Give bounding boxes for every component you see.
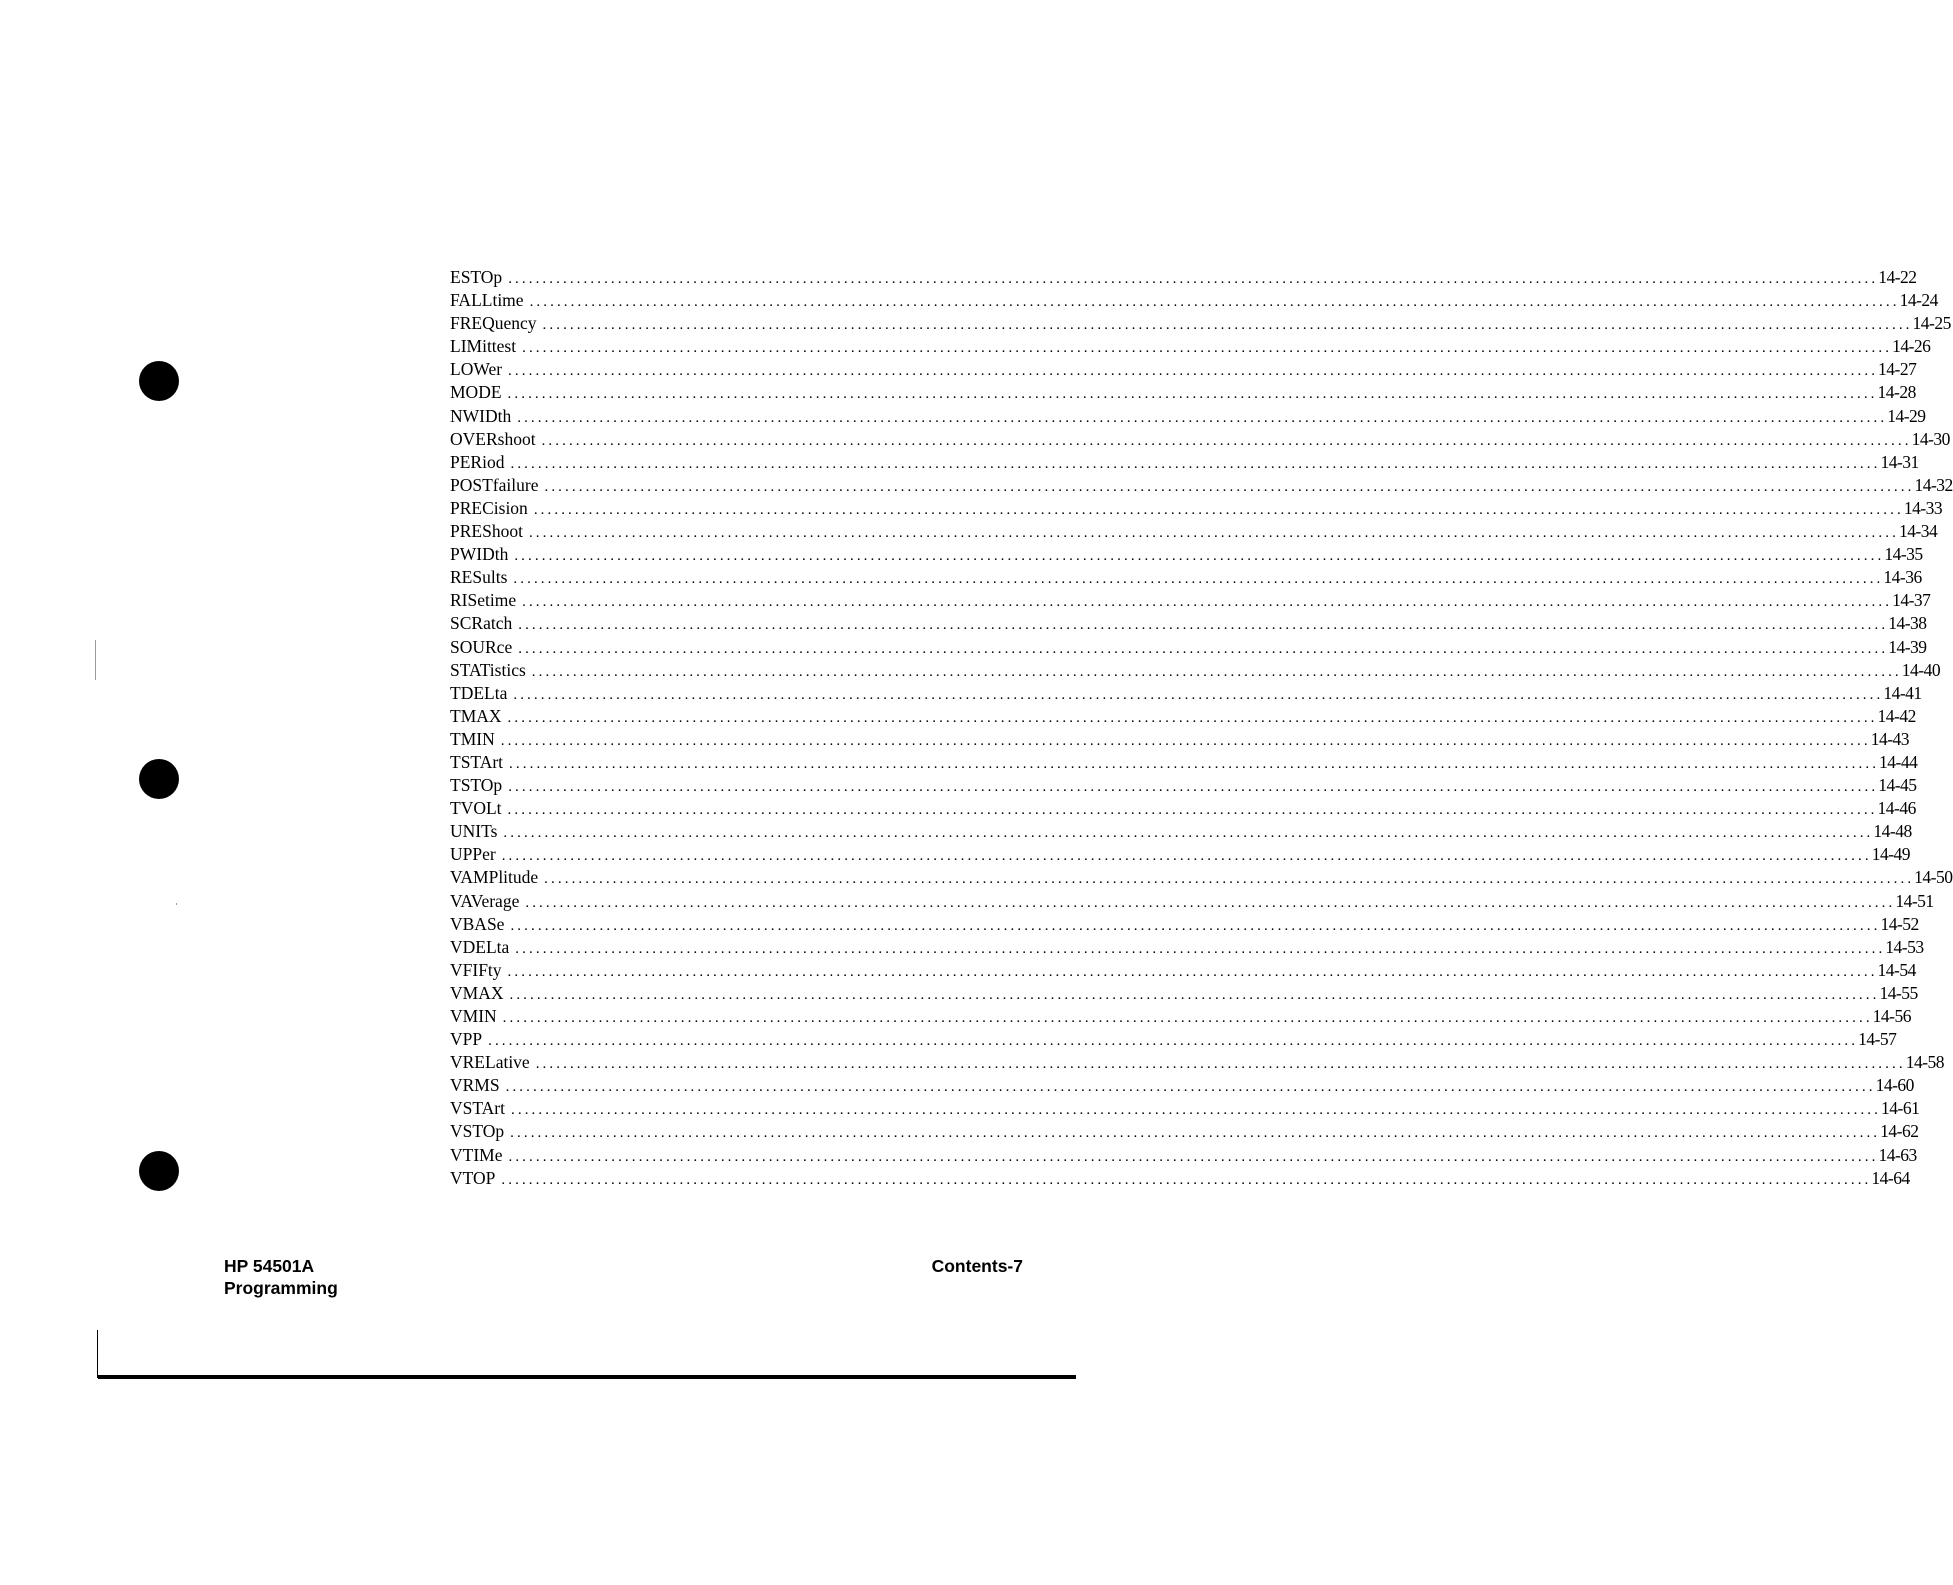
toc-entry-page: 14-25 (1912, 313, 1951, 334)
toc-entry-page: 14-35 (1884, 544, 1923, 565)
footer-manual-title: Programming (224, 1278, 338, 1298)
toc-entry (450, 474, 1953, 497)
dot-leader: ........................................................................................................................................................................................................ (528, 525, 1899, 542)
toc-entry-page: 14-64 (1871, 1167, 1910, 1188)
toc-entry-name: VAVerage (450, 890, 520, 911)
toc-entry (450, 405, 1926, 428)
dot-leader: ........................................................................................................................................................................................................ (522, 594, 1893, 611)
toc-entry-page: 14-49 (1871, 844, 1911, 865)
dot-leader: ........................................................................................................................................................................................................ (509, 755, 1880, 772)
dot-leader: ........................................................................................................................................................................................................ (541, 432, 1912, 449)
toc-entry-page: 14-22 (1878, 267, 1917, 287)
toc-entry (450, 1028, 1897, 1051)
toc-entry (450, 936, 1924, 959)
toc-entry (450, 335, 1931, 358)
toc-entry-page: 14-31 (1880, 451, 1919, 472)
toc-entry-page: 14-52 (1880, 913, 1919, 934)
toc-entry-name: LOWer (450, 359, 503, 380)
dot-leader: ........................................................................................................................................................................................................ (518, 640, 1889, 657)
toc-entry-name: SOURce (450, 636, 513, 657)
toc-entry (450, 520, 1938, 543)
toc-entry-page: 14-62 (1880, 1121, 1919, 1142)
dot-leader: ........................................................................................................................................................................................................ (518, 617, 1889, 634)
binder-hole (139, 361, 179, 401)
dot-leader: ........................................................................................................................................................................................................ (515, 940, 1886, 957)
dot-leader: ........................................................................................................................................................................................................ (507, 386, 1878, 403)
dot-leader: ........................................................................................................................................................................................................ (509, 986, 1880, 1003)
dot-leader: ........................................................................................................................................................................................................ (517, 409, 1888, 426)
dot-leader: ........................................................................................................................................................................................................ (501, 848, 1872, 865)
dot-leader: ........................................................................................................................................................................................................ (510, 1125, 1881, 1142)
toc-entry-page: 14-38 (1888, 613, 1927, 634)
toc-entry-name: FALLtime (450, 290, 524, 311)
toc-entry-page: 14-53 (1885, 936, 1924, 957)
dot-leader: ........................................................................................................................................................................................................ (507, 802, 1878, 819)
dot-leader: ........................................................................................................................................................................................................ (488, 1033, 1859, 1050)
toc-entry-page: 14-30 (1911, 428, 1950, 449)
toc-entry-page: 14-60 (1875, 1075, 1914, 1096)
toc-entry (450, 358, 1917, 381)
toc-entry-name: TSTArt (450, 751, 504, 772)
dot-leader: ........................................................................................................................................................................................................ (508, 1148, 1879, 1165)
toc-entry-name: POSTfailure (450, 474, 539, 495)
dot-leader: ........................................................................................................................................................................................................ (505, 1079, 1876, 1096)
dot-leader: ........................................................................................................................................................................................................ (508, 779, 1879, 796)
toc-entry (450, 682, 1922, 705)
dot-leader: ........................................................................................................................................................................................................ (529, 294, 1900, 311)
toc-entry-name: PREShoot (450, 521, 523, 542)
toc-entry (450, 982, 1918, 1005)
dot-leader: ........................................................................................................................................................................................................ (514, 548, 1885, 565)
footer-page-label: Contents-7 (931, 1256, 1023, 1276)
toc-entry (450, 589, 1931, 612)
dot-leader: ........................................................................................................................................................................................................ (508, 271, 1879, 287)
toc-entry-page: 14-63 (1878, 1144, 1917, 1165)
toc-entry-page: 14-32 (1914, 474, 1953, 495)
dot-leader: ........................................................................................................................................................................................................ (544, 871, 1915, 888)
toc-entry (450, 543, 1923, 566)
page-border-left (97, 1330, 98, 1378)
dot-leader: ........................................................................................................................................................................................................ (510, 917, 1881, 934)
scan-artifact (176, 903, 177, 905)
toc-entry (450, 843, 1911, 866)
toc-entry-name: PWIDth (450, 544, 509, 565)
toc-entry (450, 774, 1917, 797)
toc-entry (450, 451, 1919, 474)
dot-leader: ........................................................................................................................................................................................................ (503, 825, 1874, 842)
toc-entry-name: LIMittest (450, 336, 517, 357)
toc-entry-name: TVOLt (450, 798, 502, 819)
toc-entry (450, 1167, 1910, 1190)
toc-entry (450, 1120, 1919, 1143)
toc-entry-name: UPPer (450, 844, 496, 865)
toc-entry (450, 659, 1941, 682)
toc-entry-name: VPP (450, 1029, 483, 1050)
dot-leader: ........................................................................................................................................................................................................ (533, 501, 1904, 518)
toc-entry-page: 14-39 (1888, 636, 1927, 657)
toc-entry-page: 14-29 (1887, 405, 1926, 426)
toc-entry-name: PERiod (450, 451, 505, 472)
toc-entry-page: 14-42 (1877, 705, 1916, 726)
toc-entry-name: TSTOp (450, 775, 503, 796)
toc-entry-name: VTOP (450, 1167, 496, 1188)
toc-entry-name: UNITs (450, 821, 498, 842)
toc-entry (450, 612, 1927, 635)
dot-leader: ........................................................................................................................................................................................................ (511, 1102, 1881, 1119)
dot-leader: ........................................................................................................................................................................................................ (507, 709, 1878, 726)
toc-entry-name: TDELta (450, 682, 508, 703)
toc-entry-page: 14-51 (1895, 890, 1934, 911)
toc-entry (450, 1097, 1920, 1120)
toc-entry (450, 312, 1951, 335)
toc-entry-page: 14-40 (1901, 659, 1941, 680)
toc-entry-page: 14-28 (1877, 382, 1916, 403)
dot-leader: ........................................................................................................................................................................................................ (507, 963, 1878, 980)
dot-leader: ........................................................................................................................................................................................................ (513, 686, 1884, 703)
toc-entry-page: 14-46 (1877, 798, 1916, 819)
toc-entry-name: PRECision (450, 497, 528, 518)
toc-entry (450, 497, 1943, 520)
toc-entry-page: 14-33 (1903, 497, 1943, 518)
toc-entry-page: 14-56 (1872, 1006, 1911, 1026)
binder-hole (139, 759, 179, 799)
toc-entry-name: TMAX (450, 705, 502, 726)
footer-manual-info (224, 1255, 338, 1299)
dot-leader: ........................................................................................................................................................................................................ (500, 732, 1871, 749)
toc-entry-page: 14-55 (1879, 982, 1918, 1003)
toc-entry-page: 14-36 (1883, 567, 1922, 588)
toc-entry-page: 14-24 (1899, 290, 1938, 311)
binder-hole (139, 1151, 179, 1191)
dot-leader: ........................................................................................................................................................................................................ (535, 1056, 1906, 1073)
toc-entry-name: VMIN (450, 1006, 497, 1026)
toc-entry (450, 1074, 1914, 1097)
toc-entry-name: RESults (450, 567, 508, 588)
toc-entry (450, 566, 1922, 589)
scan-artifact (95, 640, 96, 680)
toc-entry (450, 381, 1916, 404)
toc-entry-name: VTIMe (450, 1144, 503, 1165)
toc-entry (450, 1005, 1911, 1028)
toc-entry (450, 890, 1934, 913)
toc-entry (450, 751, 1918, 774)
toc-entry-name: VMAX (450, 982, 504, 1003)
toc-entry (450, 1051, 1945, 1074)
toc-entry (450, 913, 1919, 936)
toc-entry-page: 14-57 (1858, 1029, 1897, 1050)
dot-leader: ........................................................................................................................................................................................................ (508, 363, 1879, 380)
toc-entry (450, 705, 1916, 728)
toc-entry (450, 289, 1938, 312)
toc-entry-name: VRMS (450, 1075, 500, 1096)
toc-entry-page: 14-45 (1878, 775, 1917, 796)
toc-entry (450, 959, 1916, 982)
toc-entry-page: 14-48 (1873, 821, 1912, 842)
dot-leader: ........................................................................................................................................................................................................ (542, 317, 1913, 334)
toc-entry-page: 14-26 (1892, 336, 1931, 357)
toc-entry-name: VSTArt (450, 1098, 505, 1119)
dot-leader: ........................................................................................................................................................................................................ (513, 571, 1884, 588)
toc-entry-page: 14-58 (1905, 1052, 1945, 1073)
dot-leader: ........................................................................................................................................................................................................ (525, 894, 1896, 911)
toc-entry-page: 14-61 (1881, 1098, 1920, 1119)
toc-entry-page: 14-43 (1870, 728, 1910, 749)
toc-entry-page: 14-50 (1914, 867, 1953, 888)
toc-entry-name: RISetime (450, 590, 517, 611)
toc-entry-name: NWIDth (450, 405, 512, 426)
toc-entry (450, 636, 1927, 659)
dot-leader: ........................................................................................................................................................................................................ (531, 663, 1902, 680)
toc-entry-name: MODE (450, 382, 502, 403)
toc-entry-name: VSTOp (450, 1121, 505, 1142)
footer-model: HP 54501A (224, 1256, 315, 1276)
toc-entry-name: VFIFty (450, 959, 502, 980)
toc-entry-name: FREQuency (450, 313, 537, 334)
toc-entry-page: 14-54 (1877, 959, 1916, 980)
page-border-bottom (98, 1375, 1076, 1379)
toc-entry-name: TMIN (450, 728, 495, 749)
dot-leader: ........................................................................................................................................................................................................ (510, 455, 1881, 472)
toc-entry-name: VRELative (450, 1052, 530, 1073)
toc-entry (450, 797, 1916, 820)
dot-leader: ........................................................................................................................................................................................................ (502, 1010, 1873, 1026)
dot-leader: ........................................................................................................................................................................................................ (544, 478, 1915, 495)
toc-entry (450, 428, 1950, 451)
dot-leader: ........................................................................................................................................................................................................ (501, 1171, 1872, 1188)
toc-entry (450, 1144, 1917, 1167)
toc-entry-page: 14-27 (1878, 359, 1917, 380)
toc-entry (450, 728, 1910, 751)
toc-entry-name: ESTOp (450, 267, 503, 287)
toc-entry-page: 14-44 (1879, 751, 1918, 772)
table-of-contents (450, 266, 1953, 1190)
toc-entry (450, 866, 1953, 889)
toc-entry-page: 14-37 (1892, 590, 1931, 611)
toc-entry-name: VAMPlitude (450, 867, 539, 888)
toc-entry-name: SCRatch (450, 613, 513, 634)
toc-entry-name: OVERshoot (450, 428, 536, 449)
dot-leader: ........................................................................................................................................................................................................ (522, 340, 1893, 357)
toc-entry-name: VBASe (450, 913, 505, 934)
toc-entry (450, 820, 1912, 843)
toc-entry-page: 14-41 (1883, 682, 1922, 703)
toc-entry (450, 266, 1917, 289)
toc-entry-page: 14-34 (1898, 521, 1938, 542)
toc-entry-name: VDELta (450, 936, 510, 957)
toc-entry-name: STATistics (450, 659, 526, 680)
